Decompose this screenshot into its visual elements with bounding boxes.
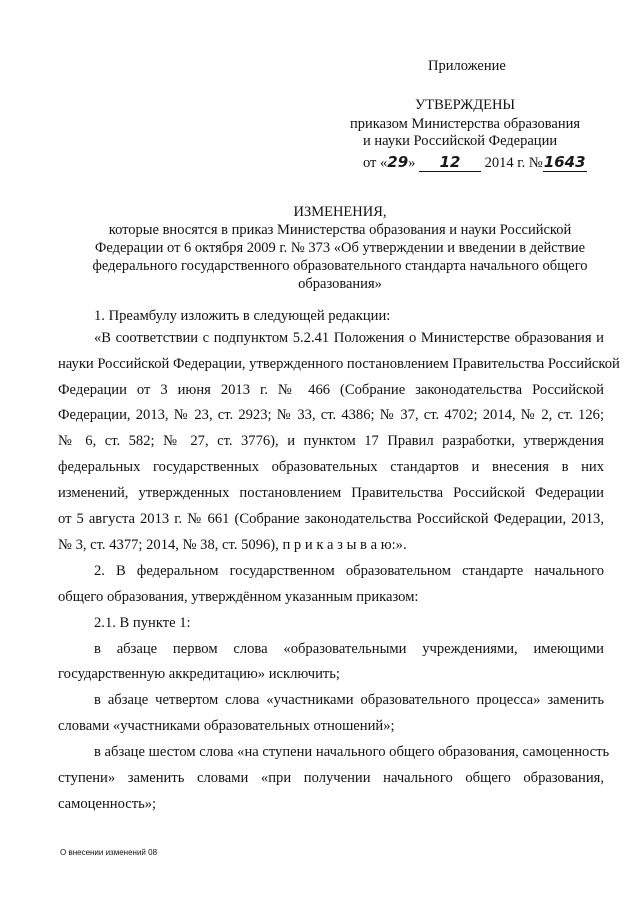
date-day-handwritten: 29 [387,153,409,171]
body-line-12: общего образования, утверждённом указанным приказом: [58,589,419,605]
body-line-19: ступени» заменить словами «при получении начального общего образования, [58,770,604,786]
body-line-7: федеральных государственных образовательных стандартов и внесения в них [58,459,604,475]
body-line-14: в абзаце первом слова «образовательными учреждениями, имеющими [94,641,604,657]
title-line-4: образования» [298,276,382,292]
body-line-6: № 6, ст. 582; № 27, ст. 3776), и пунктом 17 Правил разработки, утверждения [58,433,604,449]
order-date-line [363,153,587,172]
body-line-17: словами «участниками образовательных отношений»; [58,718,395,734]
title-line-2: Федерации от 6 октября 2009 г. № 373 «Об утверждении и введении в действие [94,240,586,256]
footer-note: О внесении изменений 08 [60,848,158,857]
body-line-11: 2. В федеральном государственном образовательном стандарте начального [94,563,604,579]
date-year: 2014 г. № [484,155,543,171]
body-line-9: от 5 августа 2013 г. № 661 (Собрание законодательства Российской Федерации, 2013, [58,511,604,527]
body-line-20: самоценность»; [58,796,157,812]
body-line-4: Федерации от 3 июня 2013 г. № 466 (Собрание законодательства Российской [58,382,604,398]
title-line-1: которые вносятся в приказ Министерства образования и науки Российской [108,222,572,238]
body-line-5: Федерации, 2013, № 23, ст. 2923; № 33, ст. 4386; № 37, ст. 4702; 2014, № 2, ст. 126; [58,407,604,423]
order-number-handwritten: 1643 [543,153,586,171]
approved-label: УТВЕРЖДЕНЫ [415,97,516,113]
order-line-2: и науки Российской Федерации [363,133,558,149]
changes-title [60,203,620,293]
order-line-1: приказом Министерства образования [350,116,581,132]
body-line-2: «В соответствии с подпунктом 5.2.41 Положения о Министерстве образования и [94,330,604,346]
body-line-8: изменений, утвержденных постановлением Правительства Российской Федерации [58,485,604,501]
body-line-18: в абзаце шестом слова «на ступени начального общего образования, самоценность [94,744,610,760]
date-prefix: от « [363,155,388,171]
date-month-handwritten: 12 [419,153,481,172]
body-line-16: в абзаце четвертом слова «участниками образовательного процесса» заменить [94,692,604,708]
date-mid: » [408,155,416,171]
title-line-3: федерального государственного образовательного стандарта начального общего [92,258,588,274]
body-line-3: науки Российской Федерации, утвержденного постановлением Правительства Российской [58,356,620,372]
title-heading: ИЗМЕНЕНИЯ, [293,204,387,220]
body-line-1: 1. Преамбулу изложить в следующей редакции: [94,308,391,324]
body-line-13: 2.1. В пункте 1: [94,615,191,631]
body-line-15: государственную аккредитацию» исключить; [58,666,340,682]
body-line-10: № 3, ст. 4377; 2014, № 38, ст. 5096), п р и к а з ы в а ю:». [58,537,407,553]
appendix-label: Приложение [428,58,506,74]
